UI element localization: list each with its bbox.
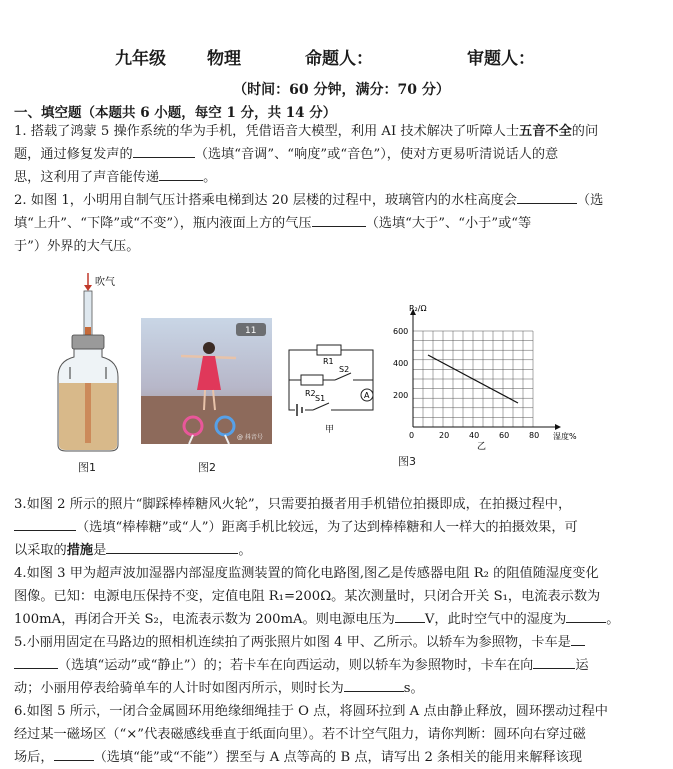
fig2-badge: 11: [245, 326, 257, 336]
fig1-blow-label: 吹气: [95, 277, 115, 288]
question-6: [14, 700, 664, 769]
bottle-cap: [72, 335, 104, 349]
fig3-graph: [385, 305, 585, 455]
tube-in-liquid: [85, 383, 91, 443]
grade-label: 九年级: [115, 49, 166, 69]
q3-text: 是: [93, 543, 107, 558]
q6-text: （选填“能”或“不能”）摆至与 A 点等高的 B 点，请写出 2 条相关的能用来解释该现: [93, 750, 583, 765]
r1-label: R1: [323, 357, 334, 366]
fig2-watermark: @ 抖音号: [237, 434, 263, 441]
answer-blank[interactable]: [54, 746, 94, 761]
q4-text: 图像。已知：电源电压保持不变，定值电阻 R₁=200Ω。某次测量时，只闭合开关 S₁，电流表示数为: [14, 589, 601, 604]
x-tick-label: 0: [409, 431, 415, 440]
q1-text: （选填“音调”、“响度”或“音色”），使对方更易听清说话人的意: [194, 147, 559, 162]
q6-text: 经过某一磁场区（“×”代表磁感线垂直于纸面向里）。若不计空气阻力，请你判断：圆环向右穿过磁: [14, 727, 586, 742]
fig3-left-label: 甲: [325, 425, 335, 435]
r2-label: R2: [305, 389, 316, 398]
resistor-r2: [301, 375, 323, 385]
y-tick-label: 600: [393, 327, 409, 336]
fig3-right-label: 乙: [477, 442, 487, 452]
q2-text: 于”）外界的大气压。: [14, 239, 140, 254]
answer-blank[interactable]: [14, 654, 58, 669]
subject-label: 物理: [207, 49, 241, 69]
fig1-barometer: [40, 265, 150, 455]
answer-blank[interactable]: [344, 677, 404, 692]
q3-text: （选填“棒棒糖”或“人”）距离手机比较远，为了达到棒棒糖和人一样大的拍摄效果，可: [76, 520, 578, 535]
q1-text: 思，这利用了声音能传递: [14, 170, 160, 185]
fig2-photo: [141, 318, 272, 444]
q5-text: （选填“运动”或“静止”）的；若卡车在向西运动，则以轿车为参照物时，卡车在向: [58, 658, 534, 673]
x-axis-label: 湿度%: [553, 432, 577, 441]
y-tick-label: 400: [393, 359, 409, 368]
answer-blank[interactable]: [106, 539, 238, 554]
q3-emphasis: 措施: [66, 543, 94, 558]
q3-text: 。: [238, 543, 252, 558]
question-3: [14, 493, 664, 562]
answer-blank[interactable]: [566, 608, 606, 623]
person-head: [203, 342, 215, 354]
q5-text: 运: [575, 658, 589, 673]
q4-text: 4.如图 3 甲为超声波加湿器内部湿度监测装置的简化电路图,图乙是传感器电阻 R₂ 的阻值随湿度变化: [14, 566, 599, 581]
q1-text: 的问: [571, 124, 599, 139]
question-4: [14, 562, 664, 631]
x-tick-label: 40: [469, 431, 480, 440]
section-title: 一、填空题（本题共 6 小题，每空 1 分，共 14 分）: [14, 105, 337, 121]
q2-text: 填“上升”、“下降”或“不变”），瓶内液面上方的气压: [14, 216, 312, 231]
q3-text: 以采取的: [14, 543, 67, 558]
q4-text: 100mA，再闭合开关 S₂，电流表示数为 200mA。则电源电压为: [14, 612, 395, 627]
q6-text: 场后，: [14, 750, 54, 765]
arrow-head-icon: [84, 285, 92, 291]
setter-label: 命题人：: [305, 49, 373, 69]
q3-text: 3.如图 2 所示的照片“脚踩棒棒糖风火轮”，只需要拍摄者用手机错位拍摄即成，在拍摄过程中，: [14, 497, 572, 512]
resistor-r1: [317, 345, 341, 355]
q1-text: 。: [203, 170, 217, 185]
y-axis-label: R₂/Ω: [409, 305, 427, 313]
fig1-caption: 图1: [78, 461, 96, 474]
q5-text: 动；小丽用停表给骑单车的人计时如图丙所示，则时长为: [14, 681, 344, 696]
fig3-circuit: [283, 340, 383, 440]
q1-text: 1. 搭载了鸿蒙 5 操作系统的华为手机，凭借语音大模型，利用 AI 技术解决了听障人士: [14, 124, 520, 139]
s2-label: S2: [339, 365, 350, 374]
answer-blank[interactable]: [14, 516, 76, 531]
question-2: [14, 189, 664, 258]
q4-text: V，此时空气中的湿度为: [424, 612, 567, 627]
answer-blank[interactable]: [533, 654, 575, 669]
q2-text: 2. 如图 1，小明用自制气压计搭乘电梯到达 20 层楼的过程中，玻璃管内的水柱高度会: [14, 193, 517, 208]
answer-blank[interactable]: [133, 143, 195, 158]
q5-text: s。: [403, 681, 424, 696]
answer-blank[interactable]: [395, 608, 425, 623]
x-tick-label: 80: [529, 431, 540, 440]
s1-label: S1: [315, 394, 326, 403]
q1-emphasis: 五音不全: [519, 124, 572, 139]
question-5: [14, 631, 664, 700]
answer-blank[interactable]: [312, 212, 366, 227]
q5-text: 5.小丽用固定在马路边的照相机连续拍了两张照片如图 4 甲、乙所示。以轿车为参照物，卡车是: [14, 635, 571, 650]
x-tick-label: 20: [439, 431, 450, 440]
q4-text: 。: [606, 612, 620, 627]
fig3-caption: 图3: [398, 455, 416, 468]
reviewer-label: 审题人：: [467, 49, 535, 69]
y-tick-label: 200: [393, 391, 409, 400]
q2-text: （选填“大于”、“小于”或“等: [365, 216, 532, 231]
answer-blank[interactable]: [159, 166, 203, 181]
x-tick-label: 60: [499, 431, 510, 440]
figures-row: [0, 265, 673, 480]
q6-text: 6.如图 5 所示，一闭合金属圆环用绝缘细绳挂于 O 点，将圆环拉到 A 点由静止释放，圆环摆动过程中: [14, 704, 608, 719]
answer-blank[interactable]: [571, 631, 585, 646]
x-axis-arrow-icon: [555, 424, 561, 430]
q1-text: 题，通过修复发声的: [14, 147, 133, 162]
answer-blank[interactable]: [517, 189, 577, 204]
question-1: [14, 120, 664, 189]
q2-text: （选: [576, 193, 604, 208]
ammeter-label: A: [364, 391, 370, 400]
fig2-caption: 图2: [198, 461, 216, 474]
time-info: （时间：60 分钟，满分：70 分）: [233, 82, 450, 98]
